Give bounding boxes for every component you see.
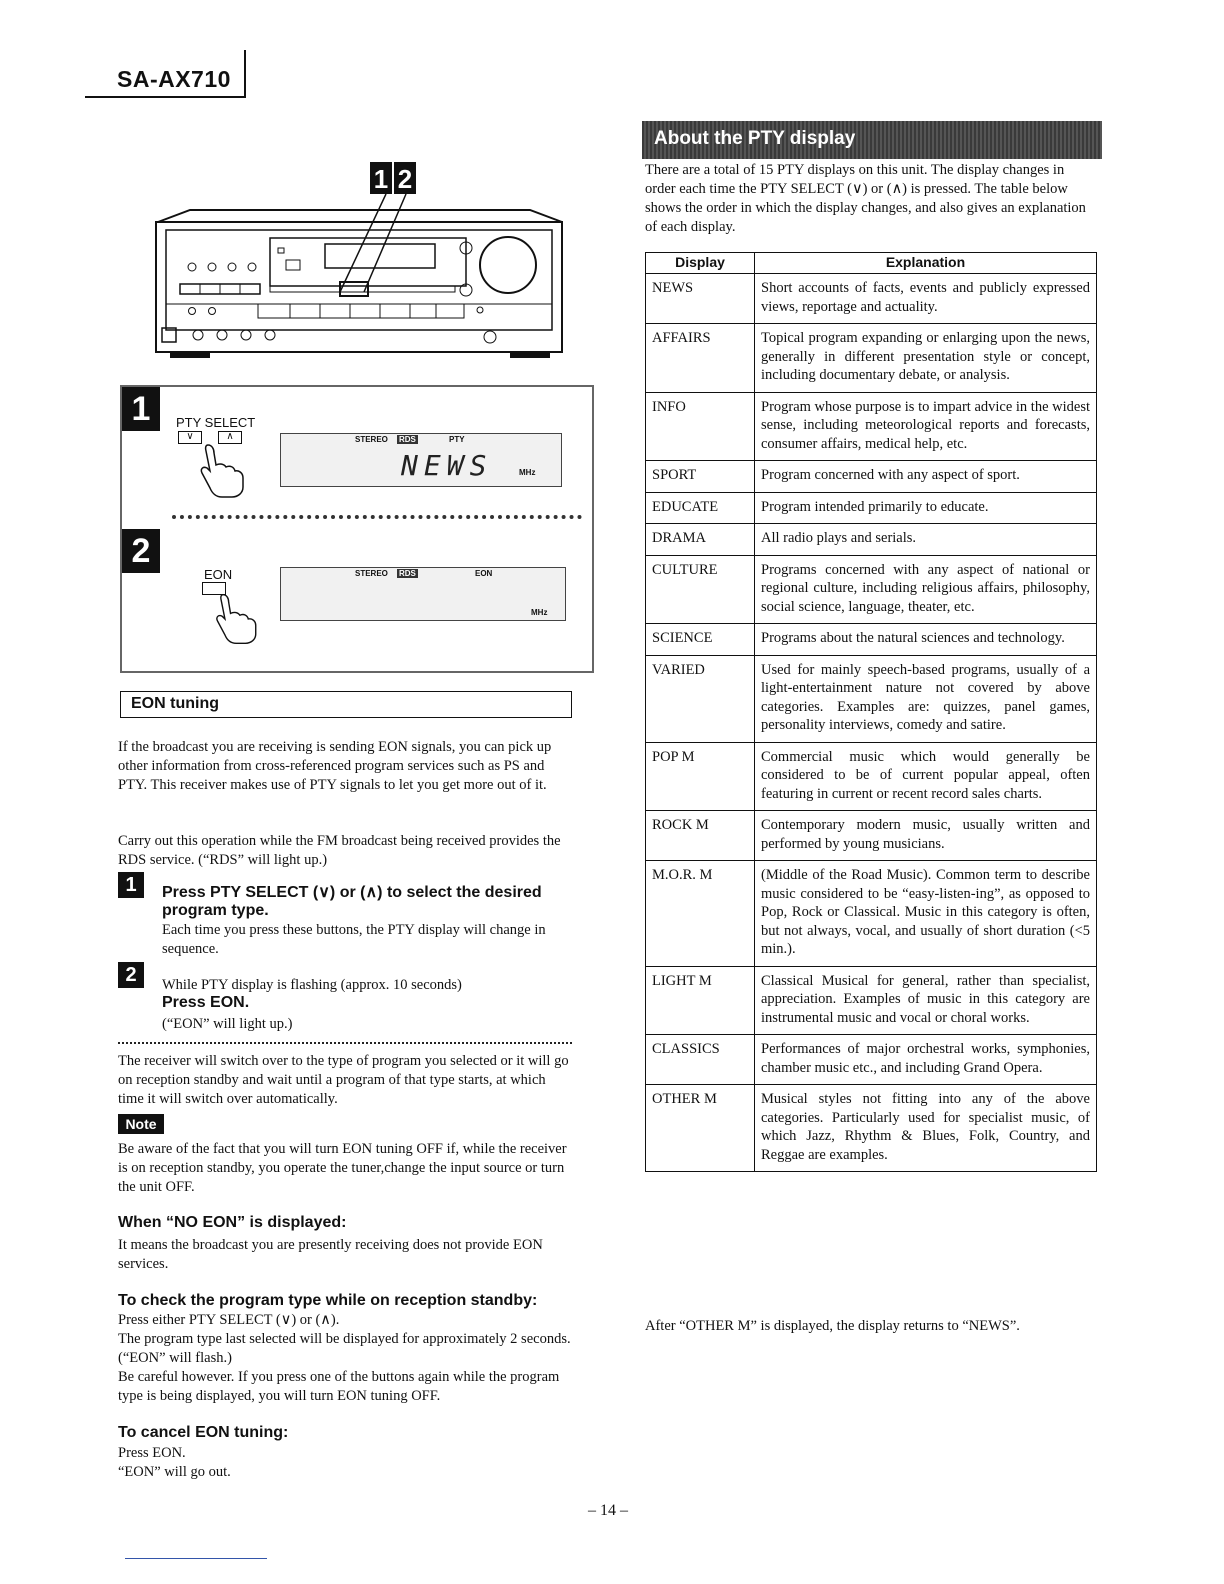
pty-intro-paragraph: There are a total of 15 PTY displays on this unit. The display changes in order each time the PTY SELECT (∨) or (∧) is pressed. The table below shows the order in which the display changes, and also gives an explanation of each display.: [645, 162, 1086, 235]
step-2-result: (“EON” will light up.): [162, 1016, 293, 1032]
note-badge: Note: [118, 1114, 164, 1134]
col-display-header: Display: [646, 253, 755, 274]
pty-display-cell: POP M: [646, 742, 755, 811]
rds-requirement-paragraph: Carry out this operation while the FM broadcast being received provides the RDS service. (“RDS” will light up.): [118, 833, 561, 868]
lcd-mhz-indicator: MHz: [519, 468, 536, 477]
eon-lcd-display: [280, 567, 566, 621]
pty-display-cell: VARIED: [646, 655, 755, 742]
check-line-2: The program type last selected will be displayed for approximately 2 seconds. (“EON” will flash.): [118, 1331, 571, 1366]
lcd-pty-text: NEWS: [401, 449, 493, 482]
pty-explanation-cell: (Middle of the Road Music). Common term to describe music considered to be “easy-listen-ing”, as opposed to Pop, Rock or Classical. Music in this category is often, but not always, vocal, and usually of short duration (<5 min.).: [755, 861, 1097, 967]
pty-section-title: About the PTY display: [654, 128, 856, 149]
pressing-hand-icon: [210, 591, 266, 647]
page-number: – 14 –: [588, 1502, 628, 1519]
pty-explanation-cell: Contemporary modern music, usually written and performed by young musicians.: [755, 811, 1097, 861]
step-2-instruction: Press EON.: [162, 994, 250, 1011]
col-explanation-header: Explanation: [755, 253, 1097, 274]
cancel-line-2: “EON” will go out.: [118, 1464, 231, 1480]
pty-up-button[interactable]: ∧: [218, 431, 242, 444]
pty-explanation-cell: Classical Musical for general, rather than specialist, appreciation. Examples of music in this category are instrumental music and vocal or choral works.: [755, 966, 1097, 1035]
pty-display-cell: LIGHT M: [646, 966, 755, 1035]
lcd-rds-indicator: RDS: [399, 569, 416, 578]
lcd-pty-indicator: PTY: [449, 435, 465, 444]
step-1-badge: 1: [122, 387, 160, 431]
callout-1-label: 1: [373, 164, 389, 194]
pty-display-cell: ROCK M: [646, 811, 755, 861]
operation-panel: [120, 385, 594, 673]
table-row: [646, 624, 1097, 656]
pty-explanation-cell: Program whose purpose is to impart advice in the widest sense, including meteorological reports and forecasts, consumer affairs, medical help, etc.: [755, 392, 1097, 461]
note-paragraph: Be aware of the fact that you will turn EON tuning OFF if, while the receiver is on reception standby, you operate the tuner,change the input source or turn the unit OFF.: [118, 1141, 567, 1195]
eon-tuning-title: EON tuning: [131, 695, 219, 712]
eon-label: EON: [204, 567, 233, 582]
lcd-rds-indicator: RDS: [399, 435, 416, 444]
pty-section-banner: [642, 121, 1102, 159]
pty-explanation-cell: Program concerned with any aspect of sport.: [755, 461, 1097, 493]
pty-display-cell: EDUCATE: [646, 492, 755, 524]
table-row: [646, 811, 1097, 861]
switch-over-paragraph: The receiver will switch over to the type of program you selected or it will go on reception standby and wait until a program of that type starts, at which time it will switch over automatically.: [118, 1053, 569, 1107]
header-divider: [244, 50, 246, 98]
pty-display-cell: M.O.R. M: [646, 861, 755, 967]
step-1-description: Each time you press these buttons, the PTY display will change in sequence.: [162, 922, 546, 957]
table-row: [646, 1085, 1097, 1172]
no-eon-heading: When “NO EON” is displayed:: [118, 1214, 347, 1231]
pty-explanation-cell: Used for mainly speech-based programs, usually of a light-entertainment nature not covered by above categories. Examples are: quizzes, panel games, personality interviews, comedy and satire.: [755, 655, 1097, 742]
pty-explanation-cell: Musical styles not fitting into any of the above categories. Particularly used for specialist music, of which Jazz, Rhythm & Blues, Folk, Country, and Reggae are examples.: [755, 1085, 1097, 1172]
pty-lcd-display: [280, 433, 562, 487]
model-title: SA-AX710: [117, 66, 231, 92]
pty-display-cell: SPORT: [646, 461, 755, 493]
lcd-eon-indicator: EON: [475, 569, 493, 578]
pty-display-cell: INFO: [646, 392, 755, 461]
pty-display-cell: OTHER M: [646, 1085, 755, 1172]
callout-2-label: 2: [397, 164, 413, 194]
receiver-illustration: [150, 160, 570, 370]
table-row: [646, 324, 1097, 393]
check-program-heading: To check the program type while on reception standby:: [118, 1292, 538, 1309]
step-2-condition: While PTY display is flashing (approx. 10 seconds): [162, 977, 462, 993]
step-2-badge: 2: [122, 529, 160, 573]
pty-explanation-cell: Programs about the natural sciences and technology.: [755, 624, 1097, 656]
pty-explanation-cell: Performances of major orchestral works, symphonies, chamber music etc., and including Grand Opera.: [755, 1035, 1097, 1085]
pty-display-cell: CLASSICS: [646, 1035, 755, 1085]
table-row: [646, 655, 1097, 742]
pty-table: [645, 252, 1097, 1172]
step-separator: [172, 515, 582, 519]
pty-display-cell: SCIENCE: [646, 624, 755, 656]
pty-explanation-cell: Commercial music which would generally be considered to be of current popular appeal, often featuring in current or recent record sales charts.: [755, 742, 1097, 811]
table-row: [646, 742, 1097, 811]
check-line-3: Be careful however. If you press one of the buttons again while the program type is being displayed, you will turn EON tuning OFF.: [118, 1369, 560, 1404]
pty-display-cell: NEWS: [646, 274, 755, 324]
pty-display-cell: CULTURE: [646, 555, 755, 624]
header-underline: [85, 96, 245, 98]
no-eon-paragraph: It means the broadcast you are presently receiving does not provide EON services.: [118, 1237, 543, 1272]
pty-explanation-cell: Programs concerned with any aspect of national or regional culture, including religious affairs, philosophy, social science, language, theater, etc.: [755, 555, 1097, 624]
bottom-rule: [125, 1558, 267, 1559]
table-row: [646, 461, 1097, 493]
table-row: [646, 524, 1097, 556]
after-table-note: After “OTHER M” is displayed, the display returns to “NEWS”.: [645, 1318, 1020, 1334]
table-row: [646, 274, 1097, 324]
step-2-marker: 2: [118, 962, 144, 988]
lcd-stereo-indicator: STEREO: [355, 569, 388, 578]
cancel-eon-heading: To cancel EON tuning:: [118, 1424, 289, 1441]
pty-explanation-cell: Program intended primarily to educate.: [755, 492, 1097, 524]
pressing-hand-icon: [194, 443, 254, 499]
step-1-instruction: Press PTY SELECT (∨) or (∧) to select the desired program type.: [162, 884, 542, 919]
pty-display-cell: AFFAIRS: [646, 324, 755, 393]
table-row: [646, 392, 1097, 461]
pty-explanation-cell: All radio plays and serials.: [755, 524, 1097, 556]
pty-down-button[interactable]: ∨: [178, 431, 202, 444]
table-row: [646, 492, 1097, 524]
lcd-stereo-indicator: STEREO: [355, 435, 388, 444]
pty-explanation-cell: Short accounts of facts, events and publicly expressed views, reportage and actuality.: [755, 274, 1097, 324]
eon-intro-paragraph: If the broadcast you are receiving is sending EON signals, you can pick up other information from cross-referenced program services such as PS and PTY. This receiver makes use of PTY signals to let you get more out of it.: [118, 739, 552, 793]
eon-tuning-heading-box: [120, 691, 572, 718]
pty-select-label: PTY SELECT: [176, 415, 256, 430]
table-row: [646, 861, 1097, 967]
pty-explanation-cell: Topical program expanding or enlarging upon the news, generally in different presentation style or concept, including documentary debate, or analysis.: [755, 324, 1097, 393]
table-row: [646, 1035, 1097, 1085]
lcd-mhz-indicator: MHz: [531, 608, 548, 617]
table-row: [646, 966, 1097, 1035]
step-1-marker: 1: [118, 872, 144, 898]
table-row: [646, 555, 1097, 624]
cancel-line-1: Press EON.: [118, 1445, 186, 1461]
section-separator: [118, 1042, 572, 1044]
pty-display-cell: DRAMA: [646, 524, 755, 556]
check-line-1: Press either PTY SELECT (∨) or (∧).: [118, 1312, 340, 1328]
